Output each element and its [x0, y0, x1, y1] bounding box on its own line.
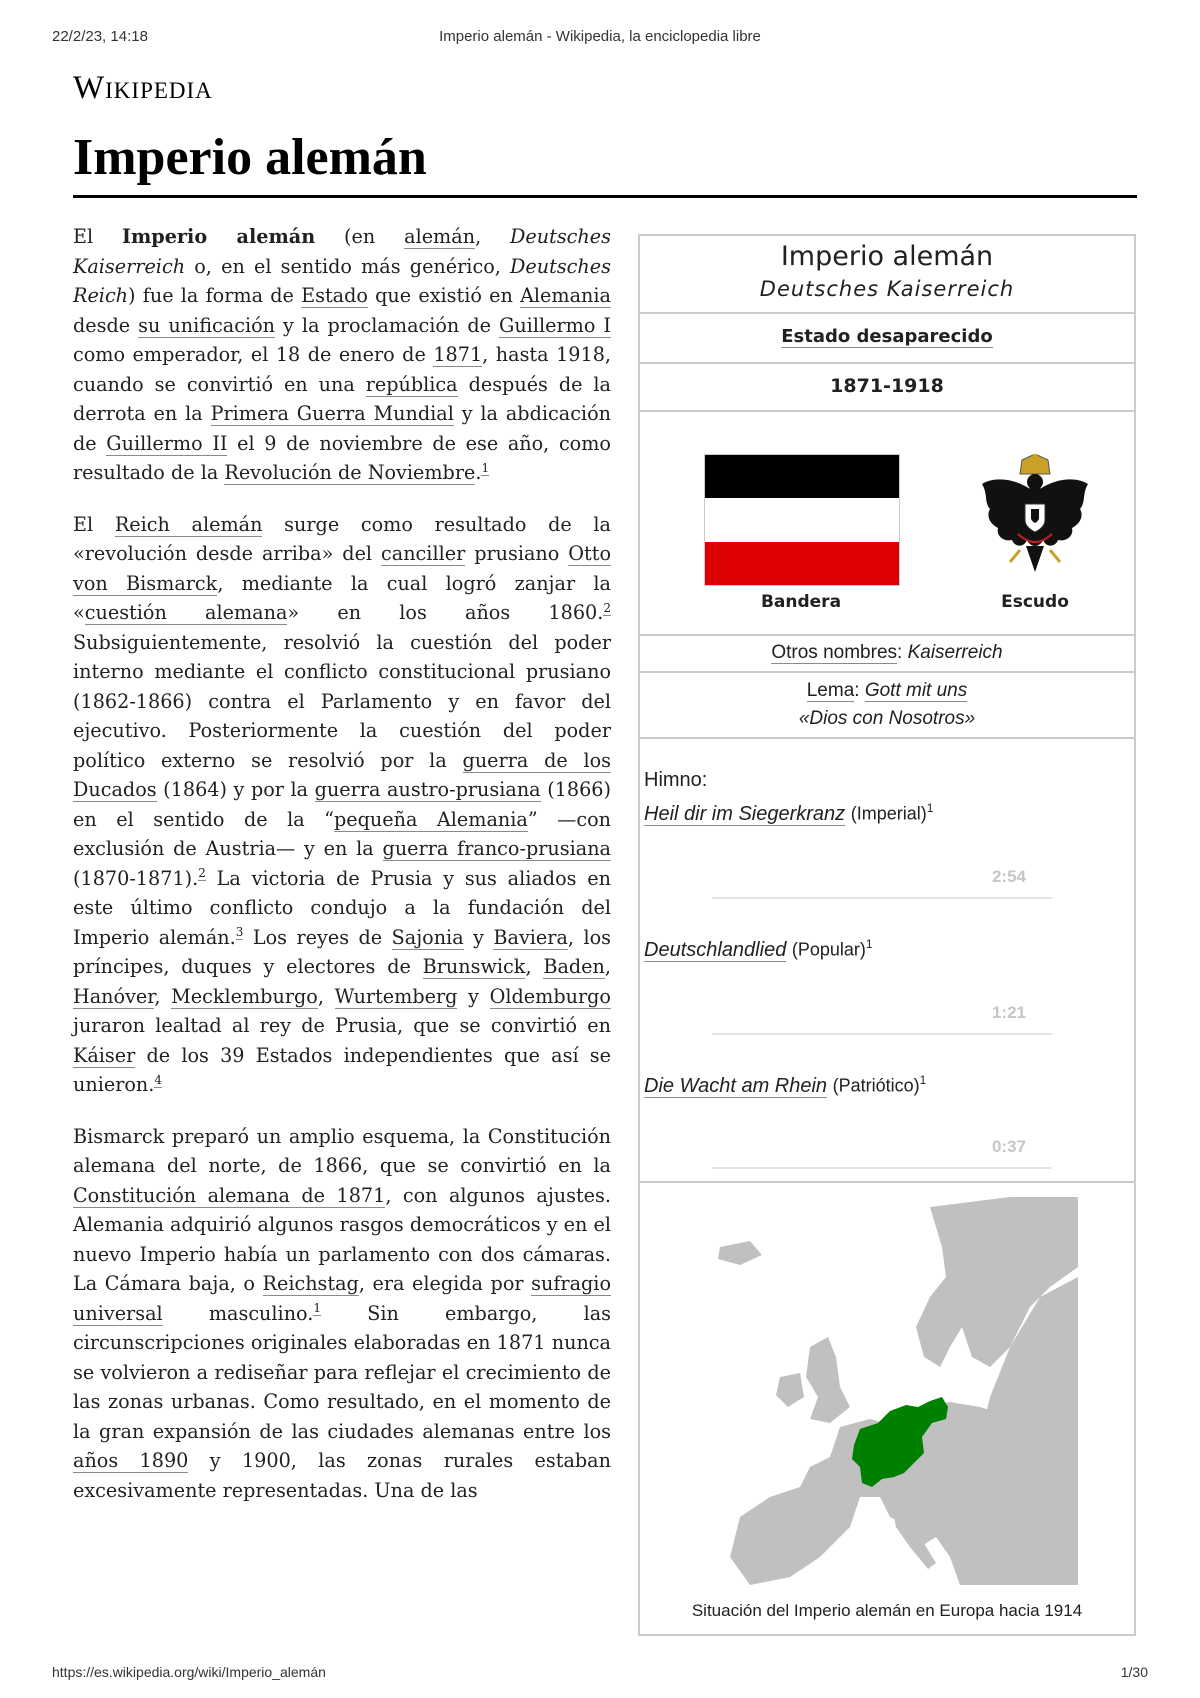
text: y la abdicación de [73, 402, 611, 455]
audio-duration: 1:21 [991, 1003, 1026, 1022]
link-republica[interactable]: república [365, 372, 458, 396]
print-date: 22/2/23, 14:18 [52, 28, 148, 45]
link-sajonia[interactable]: Sajonia [391, 925, 464, 949]
infobox-other-names [640, 636, 1134, 673]
text: Sin embargo, las circunscripciones originales elaboradas en 1871 nunca se volvieron a rediseñar para reflejar el crecimiento de las zonas urbanas. Como resultado, en el momento de la gran expansión de las ciudades alemanas entre los [73, 1301, 611, 1443]
audio-player[interactable] [712, 1127, 1052, 1169]
reference [198, 866, 206, 881]
text: y 1900, las zonas rurales estaban excesivamente representadas. Una de las [73, 1449, 611, 1502]
link-anos-1890[interactable]: años 1890 [73, 1449, 189, 1472]
link-guerra-ducados[interactable]: guerra de los Ducados [73, 748, 612, 801]
link-constitucion-1871[interactable]: Constitución alemana de 1871 [73, 1183, 386, 1207]
link-baviera[interactable]: Baviera [493, 925, 568, 949]
motto-translation-text: «Dios con Nosotros» [798, 708, 976, 729]
link-pequena-alemania[interactable]: pequeña Alemania [333, 807, 528, 831]
coat-of-arms-icon[interactable] [980, 454, 1090, 584]
text: (1866) en el sentido de la “ [73, 778, 611, 831]
link-revolucion-noviembre[interactable]: Revolución de Noviembre [224, 461, 476, 484]
europe-map-image[interactable] [710, 1197, 1078, 1585]
link-bismarck[interactable]: Otto von Bismarck [73, 542, 612, 595]
text: ) fue la forma de [128, 284, 302, 307]
text: el 9 de noviembre de ese año, como resultado de la [73, 431, 611, 484]
text: . [475, 461, 482, 484]
anthem-link[interactable]: Die Wacht am Rhein [644, 1074, 828, 1097]
separator: : [897, 642, 908, 663]
text: ” —con exclusión de Austria— y en la [73, 807, 611, 860]
motto-line [640, 677, 1134, 705]
text: , [525, 955, 544, 978]
anthem-item [644, 1073, 1124, 1098]
link-cuestion-alemana[interactable]: cuestión alemana [84, 601, 288, 624]
link-aleman[interactable]: alemán [404, 225, 476, 248]
article-body [73, 222, 611, 1527]
link-brunswick[interactable]: Brunswick [422, 955, 526, 978]
text: juraron lealtad al rey de Prusia, que se convirtió en [73, 1014, 611, 1037]
anthem-link[interactable]: Heil dir im Siegerkranz [644, 802, 846, 825]
text: que existió en [367, 284, 521, 307]
anthem-item [644, 937, 1124, 962]
anthem-kind: (Popular) [791, 939, 866, 960]
flag-caption: Bandera [760, 592, 842, 612]
reference-link[interactable]: 4 [154, 1072, 163, 1087]
anthem-kind: (Imperial) [850, 803, 927, 824]
link-alemania[interactable]: Alemania [520, 284, 611, 307]
link-1871[interactable]: 1871 [433, 343, 483, 366]
text: o, en el sentido más genérico, [185, 254, 511, 278]
map-caption: Situación del Imperio alemán en Europa hacia 1914 [691, 1601, 1083, 1620]
infobox-status [640, 314, 1134, 364]
link-baden[interactable]: Baden [543, 955, 605, 978]
link-guerra-austro-prusiana[interactable]: guerra austro-prusiana [314, 778, 541, 801]
link-sufragio-universal[interactable]: sufragio universal [73, 1272, 611, 1325]
link-mecklemburgo[interactable]: Mecklemburgo [171, 984, 318, 1008]
separator: : [854, 680, 865, 701]
text: El [73, 512, 115, 536]
print-page-number: 1/30 [1120, 1664, 1148, 1680]
text: y [457, 984, 490, 1008]
motto-link[interactable]: Gott mit uns [864, 680, 968, 701]
reference-link[interactable]: 3 [235, 925, 244, 940]
flag-stripe-red [705, 542, 899, 585]
paragraph-3 [73, 1122, 611, 1506]
audio-player[interactable] [712, 993, 1052, 1035]
text: masculino. [162, 1301, 314, 1325]
bold-term: Imperio alemán [122, 225, 316, 248]
arms-caption: Escudo [1001, 592, 1069, 612]
anthem-item [644, 801, 1124, 826]
reference [481, 461, 489, 476]
text: Los reyes de [243, 925, 392, 949]
link-guillermo-i[interactable]: Guillermo I [499, 313, 611, 337]
link-unificacion[interactable]: su unificación [138, 313, 276, 337]
infobox [638, 234, 1136, 1636]
reference [154, 1073, 162, 1088]
text: La victoria de Prusia y sus aliados en este último conflicto condujo a la fundación del Imperio alemán. [73, 866, 611, 949]
text: Bismarck preparó un amplio esquema, la Constitución alemana del norte, de 1866, que se convirtió en la [73, 1124, 611, 1177]
text: y [463, 925, 494, 949]
text: de los 39 Estados independientes que así se unieron. [73, 1043, 611, 1096]
text: , [475, 225, 511, 248]
infobox-header [640, 236, 1134, 314]
link-kaiser[interactable]: Káiser [73, 1043, 136, 1067]
link-reich[interactable]: Reich alemán [114, 512, 263, 536]
text: , era elegida por [358, 1272, 532, 1295]
motto-translation [640, 705, 1134, 733]
text: (1864) y por la [156, 778, 315, 801]
text: Subsiguientemente, resolvió la cuestión del poder interno mediante el conflicto constitucional prusiano (1862-1866) contra el Parlamento y en favor del ejecutivo. Posteriormente la cuestión del poder político externo se resolvió por la [73, 630, 611, 772]
text: , [154, 984, 172, 1008]
text: prusiano [465, 542, 569, 565]
italic-name: Deutsches Reich [73, 254, 611, 307]
text: , hasta 1918, cuando se convirtió en una [73, 343, 611, 396]
text: y la proclamación de [275, 313, 499, 337]
audio-player[interactable] [712, 857, 1052, 899]
print-footer [0, 1664, 1200, 1684]
infobox-map [640, 1183, 1134, 1635]
reference-link[interactable]: 1 [865, 937, 873, 951]
reference [603, 601, 611, 616]
link-oldemburgo[interactable]: Oldemburgo [489, 984, 611, 1008]
link-hanover[interactable]: Hanóver [73, 984, 155, 1008]
print-url: https://es.wikipedia.org/wiki/Imperio_alemán [52, 1664, 326, 1680]
other-names-label[interactable]: Otros nombres [771, 642, 898, 663]
title-divider [73, 195, 1137, 198]
text: desde [73, 313, 139, 337]
link-primera-guerra-mundial[interactable]: Primera Guerra Mundial [210, 402, 454, 425]
text: surge como resultado de la «revolución desde arriba» del [73, 512, 611, 565]
text: después de la derrota en la [73, 372, 611, 425]
text: (1870-1871). [73, 866, 199, 890]
paragraph-1 [73, 222, 611, 488]
flag-stripe-black [705, 455, 899, 498]
reference-link[interactable]: 2 [198, 866, 206, 881]
reference-link[interactable]: 1 [313, 1301, 322, 1316]
reference-link[interactable]: 1 [926, 801, 934, 815]
print-page-title: Imperio alemán - Wikipedia, la enciclopedia libre [439, 28, 761, 45]
infobox-motto [640, 673, 1134, 739]
text: , mediante la cual logró zanjar la « [73, 571, 611, 624]
text: » en los años 1860. [287, 601, 604, 624]
link-wurtemberg[interactable]: Wurtemberg [334, 984, 458, 1008]
text: , [317, 984, 335, 1008]
status-link[interactable]: Estado desaparecido [781, 326, 993, 347]
italic-name: Deutsches Kaiserreich [73, 225, 611, 278]
infobox-symbols [640, 412, 1134, 636]
link-guerra-franco-prusiana[interactable]: guerra franco-prusiana [382, 837, 611, 860]
text: El [73, 225, 123, 248]
wikipedia-logo[interactable]: Wikipedia [73, 70, 213, 106]
other-names-value: Kaiserreich [907, 642, 1003, 663]
text: (en [315, 225, 405, 248]
motto-label[interactable]: Lema [806, 680, 855, 701]
infobox-years: 1871-1918 [640, 364, 1134, 412]
print-header [0, 28, 1200, 48]
page-title: Imperio alemán [73, 129, 427, 186]
text: , los príncipes, duques y electores de [73, 925, 611, 978]
text: , [604, 955, 612, 978]
infobox-native-name: Deutsches Kaiserreich [759, 277, 1015, 301]
paragraph-2 [73, 510, 611, 1100]
audio-duration: 2:54 [991, 867, 1026, 886]
text: , con algunos ajustes. Alemania adquirió algunos rasgos democráticos y en el nuevo Imperio había un parlamento con dos cámaras. La Cámara baja, o [73, 1183, 611, 1295]
infobox-title: Imperio alemán [780, 241, 994, 272]
flag-stripe-white [705, 498, 899, 542]
audio-duration: 0:37 [991, 1137, 1026, 1156]
reference-link[interactable]: 2 [603, 600, 611, 615]
anthem-link[interactable]: Deutschlandlied [644, 938, 787, 961]
link-reichstag[interactable]: Reichstag [262, 1272, 359, 1295]
anthem-label: Himno: [644, 769, 708, 791]
text: como emperador, el 18 de enero de [73, 343, 434, 366]
infobox-anthems [640, 739, 1134, 1183]
reference-link[interactable]: 1 [919, 1073, 927, 1087]
reference-link[interactable]: 1 [481, 460, 490, 475]
flag-image[interactable] [704, 454, 900, 586]
reference [313, 1301, 321, 1316]
link-estado[interactable]: Estado [301, 284, 368, 307]
link-guillermo-ii[interactable]: Guillermo II [106, 431, 228, 455]
anthem-kind: (Patriótico) [832, 1075, 920, 1096]
link-canciller[interactable]: canciller [381, 542, 466, 565]
